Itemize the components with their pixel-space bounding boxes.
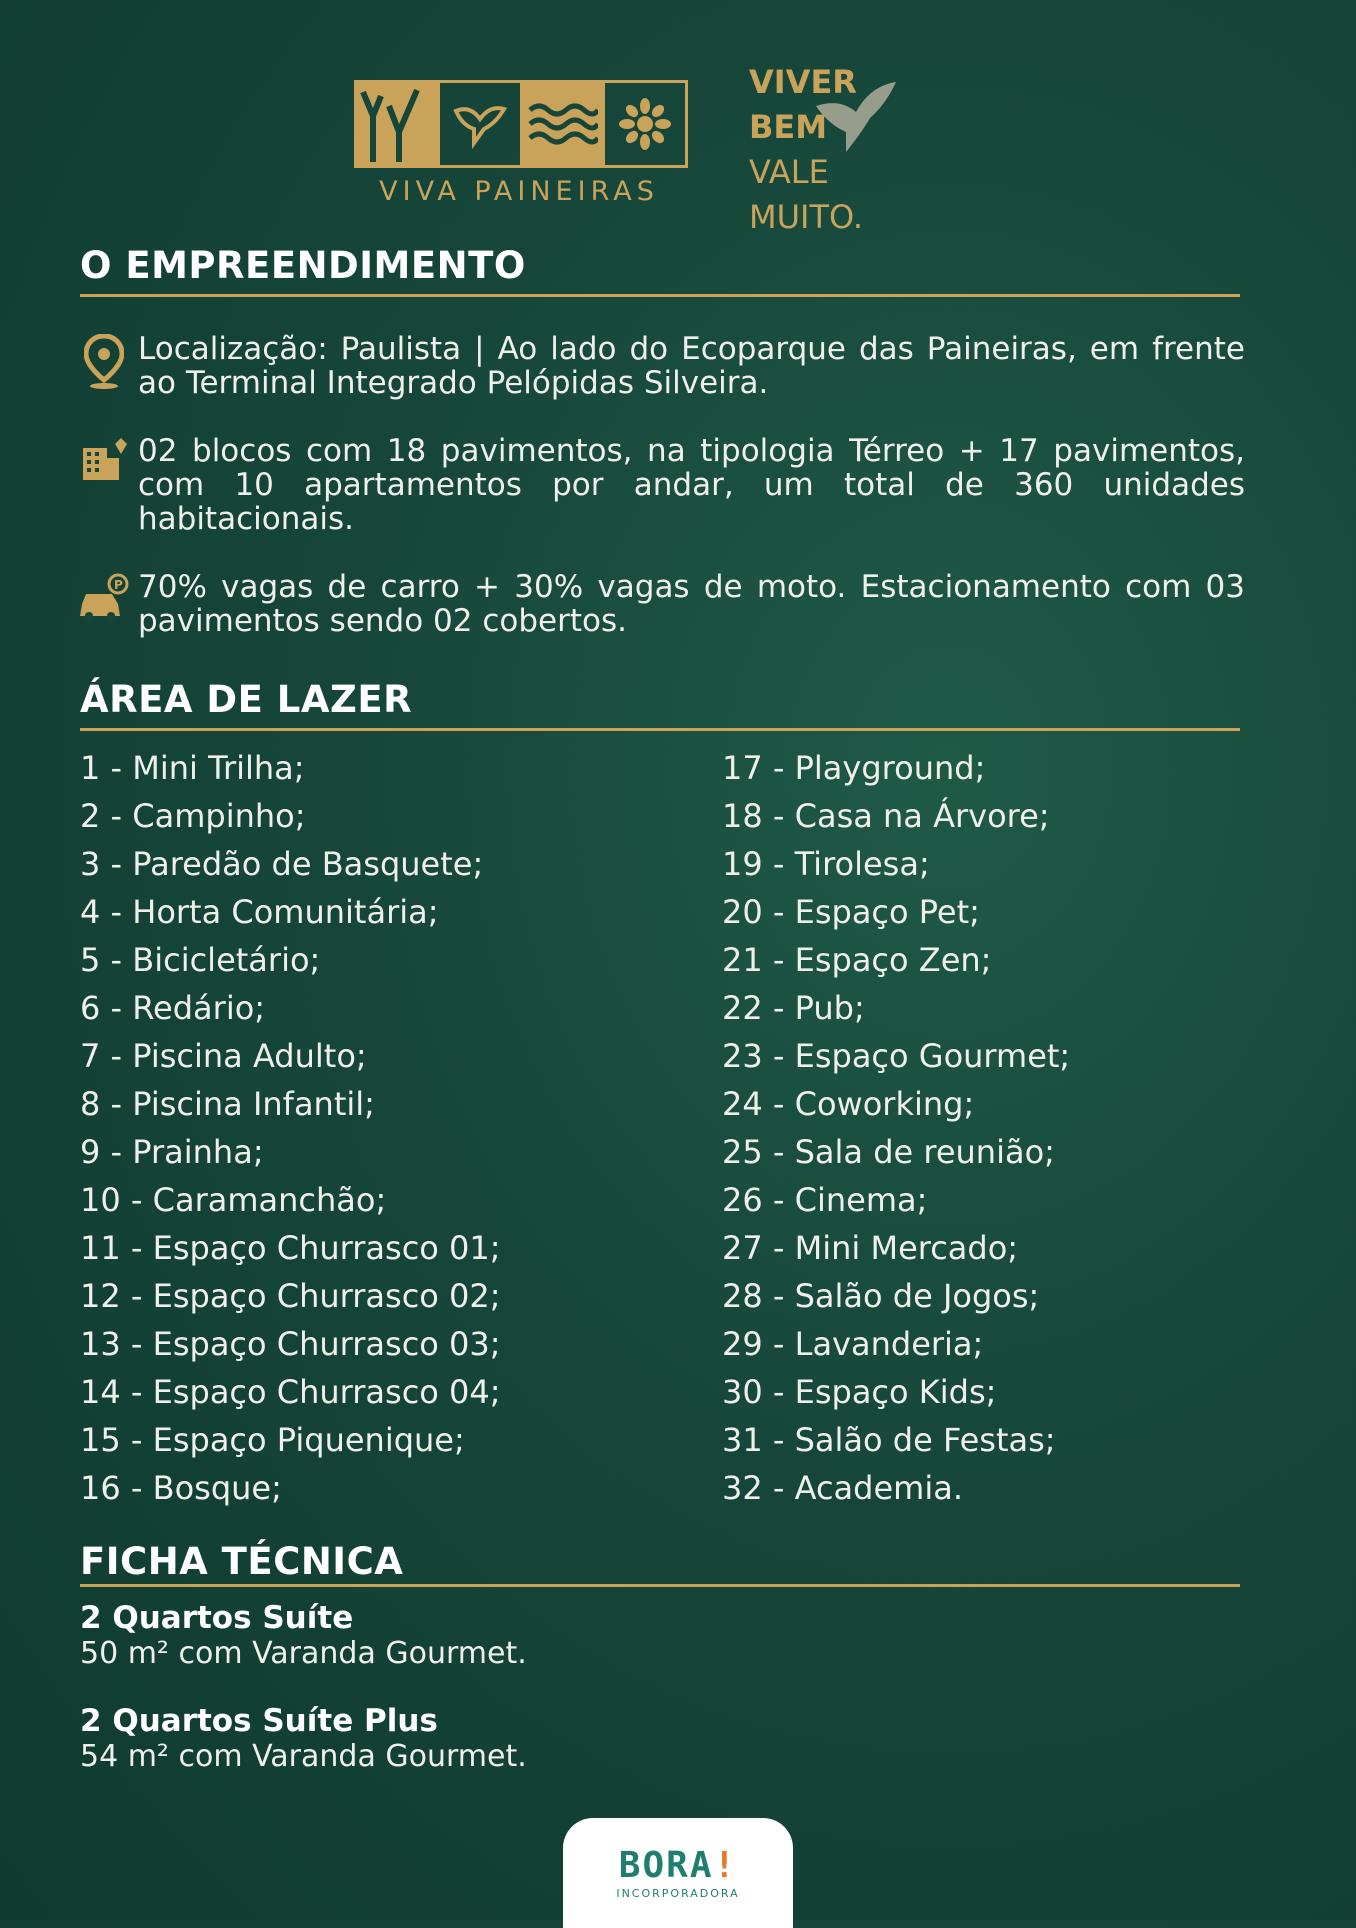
list-item: 32 - Academia. (722, 1469, 963, 1507)
info-item-buildings (70, 434, 1245, 536)
list-item: 16 - Bosque; (80, 1469, 282, 1507)
unit-name: 2 Quartos Suíte (80, 1600, 354, 1636)
viva-paineiras-logo (354, 80, 688, 168)
list-item: 7 - Piscina Adulto; (80, 1037, 367, 1075)
list-item: 2 - Campinho; (80, 797, 306, 835)
list-item: 13 - Espaço Churrasco 03; (80, 1325, 501, 1363)
info-item-location (70, 332, 1245, 400)
list-item: 19 - Tirolesa; (722, 845, 930, 883)
info-item-parking (70, 570, 1245, 638)
list-item: 22 - Pub; (722, 989, 865, 1027)
lazer-list-right (722, 744, 1070, 1512)
list-item: 31 - Salão de Festas; (722, 1421, 1056, 1459)
slogan (749, 60, 863, 240)
slogan-line-2: BEM (749, 108, 828, 146)
svg-text:P: P (114, 578, 123, 592)
list-item: 11 - Espaço Churrasco 01; (80, 1229, 501, 1267)
car-parking-icon (70, 570, 138, 638)
lazer-list-left (80, 744, 501, 1512)
info-text: 70% vagas de carro + 30% vagas de moto. Estacionamento com 03 pavimentos sendo 02 cobertos. (138, 569, 1245, 639)
list-item: 8 - Piscina Infantil; (80, 1085, 375, 1123)
bird-icon (440, 83, 523, 165)
slogan-line-4: MUITO. (749, 198, 864, 236)
list-item: 30 - Espaço Kids; (722, 1373, 997, 1411)
section-title-empreendimento: O EMPREENDIMENTO (80, 244, 526, 287)
brand-name: BORA! (618, 1844, 738, 1886)
flower-icon (605, 83, 685, 165)
section-divider (80, 1584, 1240, 1587)
section-divider (80, 294, 1240, 297)
list-item: 5 - Bicicletário; (80, 941, 321, 979)
buildings-icon (70, 434, 138, 536)
logo-name: VIVA PAINEIRAS (379, 176, 659, 207)
bora-incorporadora-logo (563, 1818, 793, 1928)
slogan-line-1: VIVER (749, 63, 857, 101)
list-item: 28 - Salão de Jogos; (722, 1277, 1040, 1315)
list-item: 24 - Coworking; (722, 1085, 975, 1123)
list-item: 14 - Espaço Churrasco 04; (80, 1373, 501, 1411)
location-pin-icon (70, 332, 138, 400)
list-item: 25 - Sala de reunião; (722, 1133, 1055, 1171)
list-item: 20 - Espaço Pet; (722, 893, 980, 931)
list-item: 27 - Mini Mercado; (722, 1229, 1019, 1267)
list-item: 21 - Espaço Zen; (722, 941, 992, 979)
header (0, 0, 1356, 240)
waves-icon (523, 83, 606, 165)
list-item: 6 - Redário; (80, 989, 266, 1027)
slogan-line-3: VALE (749, 153, 829, 191)
info-text: 02 blocos com 18 pavimentos, na tipologia Térreo + 17 pavimentos, com 10 apartamentos por andar, um total de 360 unidades habitacionais. (138, 433, 1245, 537)
list-item: 10 - Caramanchão; (80, 1181, 387, 1219)
list-item: 18 - Casa na Árvore; (722, 797, 1050, 835)
list-item: 1 - Mini Trilha; (80, 749, 305, 787)
section-title-ficha: FICHA TÉCNICA (80, 1540, 404, 1583)
list-item: 23 - Espaço Gourmet; (722, 1037, 1071, 1075)
unit-name: 2 Quartos Suíte Plus (80, 1703, 438, 1739)
list-item: 29 - Lavanderia; (722, 1325, 984, 1363)
list-item: 3 - Paredão de Basquete; (80, 845, 484, 883)
tree-trunks-icon (357, 83, 440, 165)
list-item: 15 - Espaço Piquenique; (80, 1421, 465, 1459)
brand-subtitle: INCORPORADORA (616, 1886, 740, 1900)
list-item: 4 - Horta Comunitária; (80, 893, 439, 931)
section-title-lazer: ÁREA DE LAZER (80, 678, 413, 721)
list-item: 9 - Prainha; (80, 1133, 264, 1171)
list-item: 17 - Playground; (722, 749, 986, 787)
list-item: 26 - Cinema; (722, 1181, 928, 1219)
unit-description: 50 m² com Varanda Gourmet. (80, 1636, 527, 1671)
info-text: Localização: Paulista | Ao lado do Ecoparque das Paineiras, em frente ao Terminal Integrado Pelópidas Silveira. (138, 331, 1245, 401)
unit-description: 54 m² com Varanda Gourmet. (80, 1739, 527, 1774)
section-divider (80, 728, 1240, 731)
list-item: 12 - Espaço Churrasco 02; (80, 1277, 501, 1315)
